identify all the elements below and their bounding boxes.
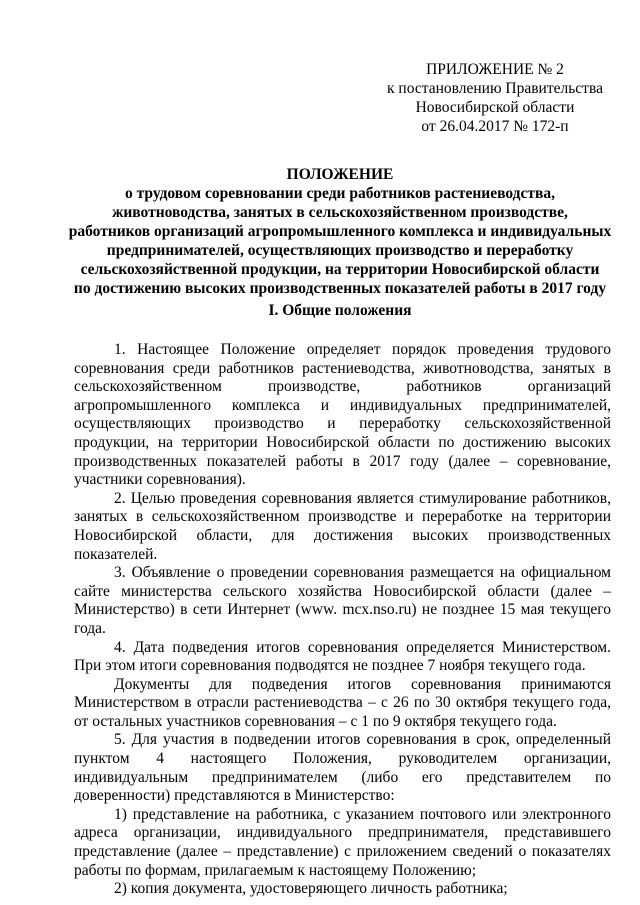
paragraph: 5. Для участия в подведении итогов соревнования в срок, определенный пунктом 4 настоящего Положения, руководителем организации, индивидуальным предпринимателем (либо его представителем по доверенности) представляются в Министерство:	[74, 731, 611, 805]
title-line: животноводства, занятых в сельскохозяйственном производстве,	[112, 204, 568, 221]
appendix-reference: к постановлению Правительства	[387, 80, 603, 97]
appendix-date: от 26.04.2017 № 172-п	[421, 118, 569, 135]
title-heading: ПОЛОЖЕНИЕ	[286, 166, 394, 183]
paragraph: 1. Настоящее Положение определяет порядок проведения трудового соревнования среди работников растениеводства, животноводства, занятых в сельскохозяйственном производстве, работников организаций агропромышленного комплекса и индивидуальных предпринимателей, осуществляющих производство и переработку сельскохозяйственной продукции, на территории Новосибирской области по достижению высоких производственных показателей работы в 2017 году (далее – соревнование, участники соревнования).	[74, 341, 611, 489]
paragraph: 2. Целью проведения соревнования является стимулирование работников, занятых в сельскохозяйственном производстве и переработке на территории Новосибирской области, для достижения высоких производственных показателей.	[74, 489, 611, 563]
paragraph: 4. Дата подведения итогов соревнования определяется Министерством. При этом итоги соревнования подводятся не позднее 7 ноября текущего года.	[74, 638, 611, 675]
paragraph: 1) представление на работника, с указанием почтового или электронного адреса организации, индивидуального предпринимателя, представившего представление (далее – представление) с приложением сведений о показателях работы по формам, прилагаемым к настоящему Положению;	[74, 805, 611, 879]
paragraph: Документы для подведения итогов соревнования принимаются Министерством в отрасли растениеводства – с 26 по 30 октября текущего года, от остальных участников соревнования – с 1 по 9 октября текущего года.	[74, 675, 611, 730]
section-title: I. Общие положения	[268, 302, 412, 319]
title-line: сельскохозяйственной продукции, на территории Новосибирской области	[80, 261, 600, 278]
appendix-header	[375, 60, 615, 136]
document-body	[74, 341, 611, 899]
title-line: по достижению высоких производственных показателей работы в 2017 году	[73, 280, 607, 297]
document-title	[60, 165, 620, 298]
appendix-number: ПРИЛОЖЕНИЕ № 2	[426, 61, 564, 78]
title-line: предпринимателей, осуществляющих производство и переработку	[106, 242, 574, 259]
paragraph: 2) копия документа, удостоверяющего личность работника;	[114, 880, 508, 898]
title-line: о трудовом соревновании среди работников растениеводства,	[124, 185, 556, 202]
appendix-region: Новосибирской области	[415, 99, 575, 116]
title-line: работников организаций агропромышленного комплекса и индивидуальных	[68, 223, 612, 240]
paragraph: 3. Объявление о проведении соревнования размещается на официальном сайте министерства сельского хозяйства Новосибирской области (далее – Министерство) в сети Интернет (www. mcx.nso.ru) не позднее 15 мая текущего года.	[74, 564, 611, 637]
